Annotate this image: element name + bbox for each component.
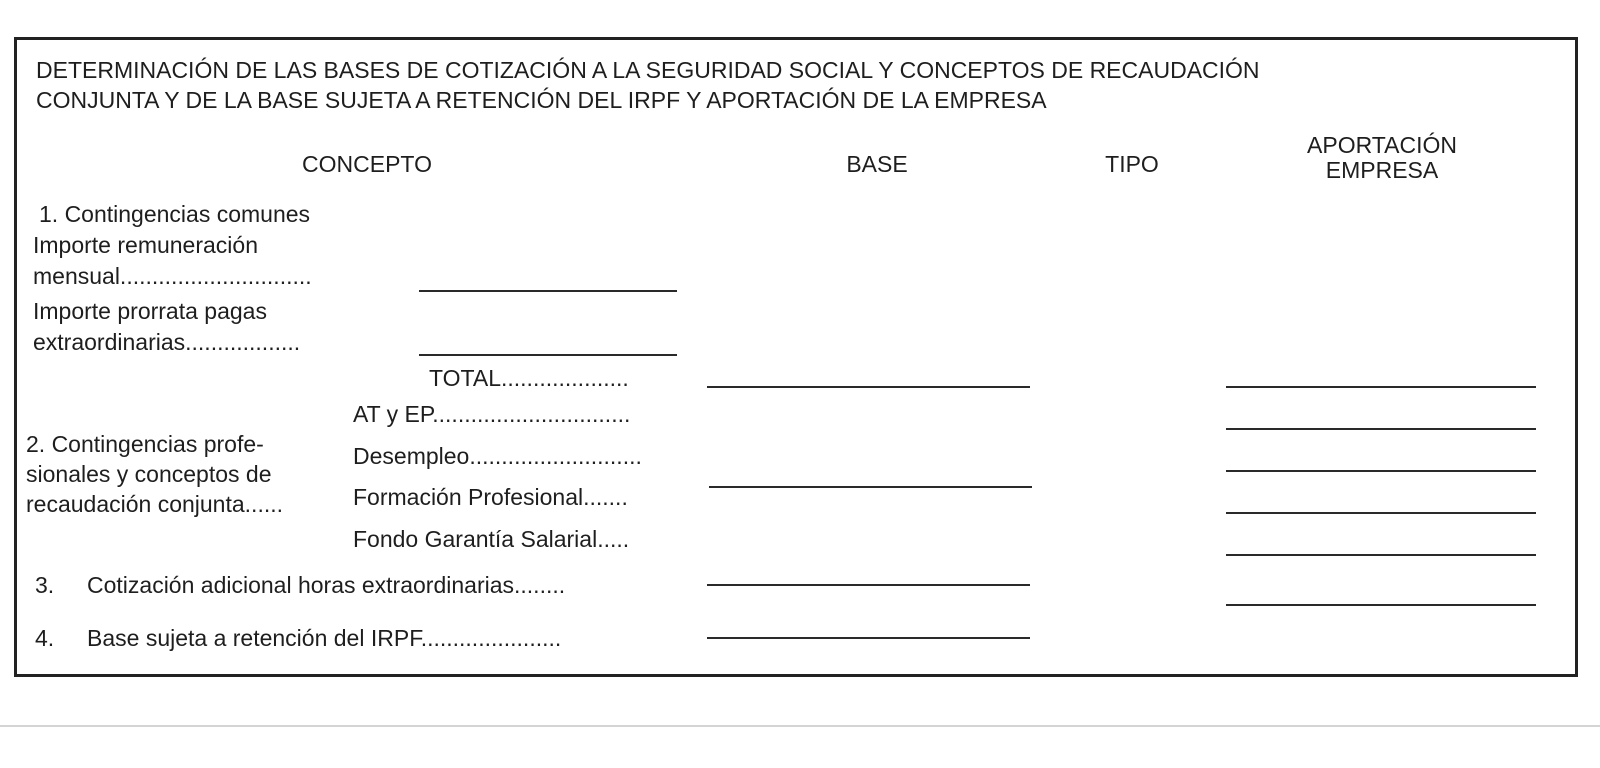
column-header-base: BASE: [846, 151, 908, 177]
at-ep-label: AT y EP...............................: [353, 401, 631, 427]
fondo-garantia-label: Fondo Garantía Salarial.....: [353, 526, 630, 552]
remuneracion-input-line[interactable]: [419, 290, 677, 292]
horas-extra-base-line[interactable]: [707, 584, 1030, 586]
total-label: TOTAL....................: [429, 365, 629, 391]
section-2-title-line-2: sionales y conceptos de: [26, 461, 272, 487]
column-header-concepto: CONCEPTO: [302, 151, 432, 177]
section-3-number: 3.: [35, 572, 55, 598]
section-2-base-line[interactable]: [709, 486, 1032, 488]
formacion-aportacion-line[interactable]: [1226, 512, 1536, 514]
at-ep-aportacion-line[interactable]: [1226, 428, 1536, 430]
page-divider: [0, 725, 1600, 727]
column-header-tipo: TIPO: [1105, 151, 1159, 177]
remuneracion-label-line-1: Importe remuneración: [33, 232, 258, 258]
formacion-profesional-label: Formación Profesional.......: [353, 484, 628, 510]
prorrata-label-line-1: Importe prorrata pagas: [33, 298, 267, 324]
total-base-line[interactable]: [707, 386, 1030, 388]
column-header-aportacion-line-1: APORTACIÓN: [1307, 132, 1457, 158]
form-heading-line-1: DETERMINACIÓN DE LAS BASES DE COTIZACIÓN A LA SEGURIDAD SOCIAL Y CONCEPTOS DE RECAUDACIÓN: [36, 57, 1260, 83]
section-1-title: 1. Contingencias comunes: [39, 201, 311, 227]
prorrata-input-line[interactable]: [419, 354, 677, 356]
section-2-title-line-3: recaudación conjunta......: [26, 491, 283, 517]
section-3-label: Cotización adicional horas extraordinarias........: [87, 572, 566, 598]
desempleo-label: Desempleo...........................: [353, 443, 642, 469]
form-heading-line-2: CONJUNTA Y DE LA BASE SUJETA A RETENCIÓN DEL IRPF Y APORTACIÓN DE LA EMPRESA: [36, 87, 1047, 113]
section-4-label: Base sujeta a retención del IRPF......................: [87, 625, 562, 651]
irpf-base-line[interactable]: [707, 637, 1030, 639]
prorrata-label-line-2: extraordinarias..................: [33, 329, 301, 355]
desempleo-aportacion-line[interactable]: [1226, 470, 1536, 472]
horas-extra-aportacion-line[interactable]: [1226, 604, 1536, 606]
cotizacion-form: [14, 37, 1578, 677]
column-header-aportacion-line-2: EMPRESA: [1325, 157, 1439, 184]
fondo-garantia-aportacion-line[interactable]: [1226, 554, 1536, 556]
section-2-title-line-1: 2. Contingencias profe-: [26, 431, 264, 457]
column-header-aportacion: [1257, 133, 1507, 184]
section-4-number: 4.: [35, 625, 55, 651]
remuneracion-label-line-2: mensual..............................: [33, 263, 312, 289]
total-aportacion-line[interactable]: [1226, 386, 1536, 388]
